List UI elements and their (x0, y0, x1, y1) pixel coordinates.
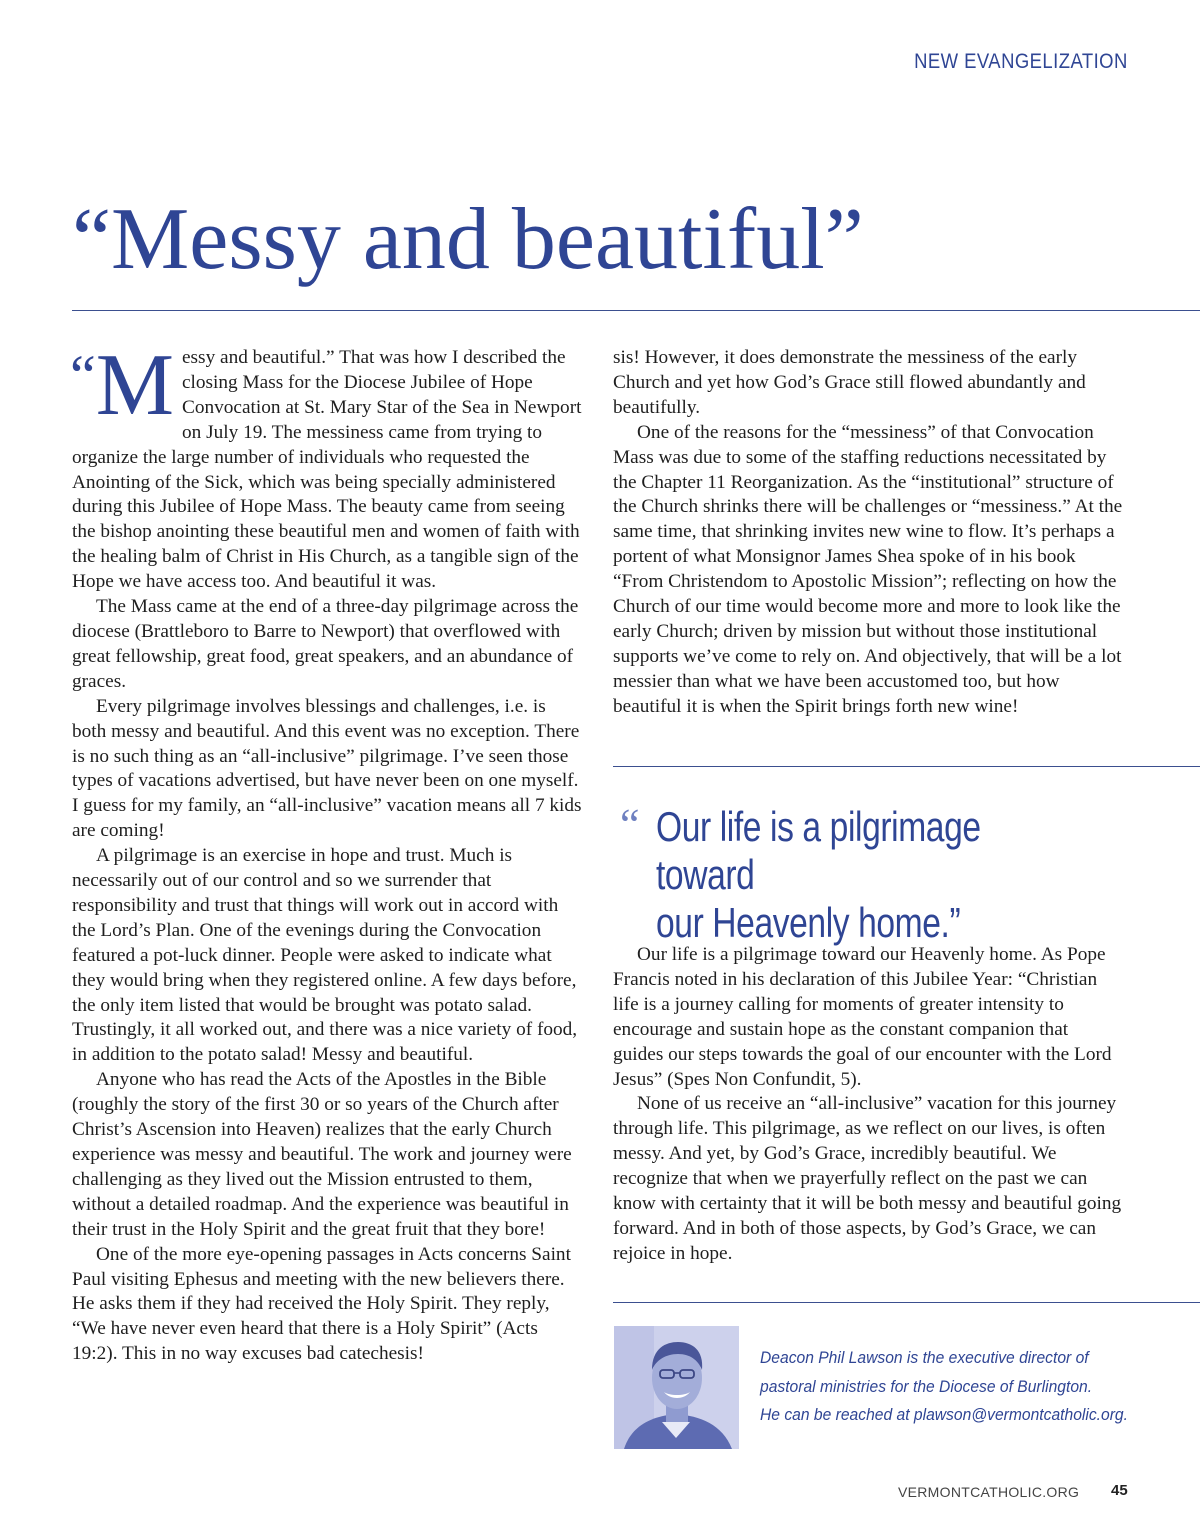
drop-cap-letter: M (95, 337, 174, 434)
article-title: “Messy and beautiful” (72, 191, 864, 288)
footer-website: VERMONTCATHOLIC.ORG (898, 1484, 1080, 1500)
article-paragraph: sis! However, it does demonstrate the messiness of the early Church and yet how God’s Grace still flowed abundantly and beautifully. (613, 347, 1086, 418)
bio-line: pastoral ministries for the Diocese of Burlington. (760, 1376, 1093, 1396)
article-paragraph: One of the reasons for the “messiness” of that Convocation Mass was due to some of the staffing reductions necessitated by the Chapter 11 Reorganization. As the “institutional” structure of the Church shrinks there will be challenges or “messiness.” At the same time, that shrinking invites new wine to flow. It’s perhaps a portent of what Monsignor James Shea spoke of in his book “From Christendom to Apostolic Mission”; reflecting on how the Church of our time would become more and more to look like the early Church; driven by mission but without those institutional supports we’ve come to rely on. And objectively, that will be a lot messier than what we have been accustomed too, but how beautiful it is when the Spirit brings forth new wine! (613, 421, 1123, 717)
article-paragraph: One of the more eye-opening passages in Acts concerns Saint Paul visiting Ephesus and meeting with the new believers there. He asks them if they had received the Holy Spirit. They reply, “We have never even heard that there is a Holy Spirit” (Acts 19:2). This in no way excuses bad catechesis! (72, 1243, 571, 1365)
article-paragraph (70, 337, 584, 595)
pull-quote-text (656, 803, 1088, 947)
title-divider (72, 310, 1200, 311)
bio-line: He can be reached at plawson@vermontcatholic.org. (760, 1405, 1128, 1424)
article-paragraph: A pilgrimage is an exercise in hope and trust. Much is necessarily out of our control and so we surrender that responsibility and trust that things will work out in accord with the Lord’s Plan. One of the evenings during the Convocation featured a pot-luck dinner. People were asked to indicate what they would bring when they registered online. A few days before, the only item listed that would be brought was potato salad. Trustingly, it all worked out, and there was a nice variety of food, in addition to the potato salad! Messy and beautiful. (72, 845, 578, 1066)
drop-cap-quote: “ (70, 343, 96, 408)
article-paragraph: The Mass came at the end of a three-day pilgrimage across the diocese (Brattleboro to Barre to Newport) that overflowed with great fellowship, great food, great speakers, and an abundance of graces. (72, 596, 579, 692)
article-column-right-top (613, 346, 1123, 720)
article-paragraph: Anyone who has read the Acts of the Apostles in the Bible (roughly the story of the first 30 or so years of the Church after Christ’s Ascension into Heaven) realizes that the early Church experience was messy and beautiful. The work and journey were challenging as they lived out the Mission entrusted to them, without a detailed roadmap. And the experience was beautiful in their trust in the Holy Spirit and the great fruit that they bore! (72, 1069, 572, 1240)
pull-quote-line: our Heavenly home.” (656, 899, 961, 946)
page-number: 45 (1111, 1482, 1128, 1499)
article-column-right-bottom (613, 943, 1123, 1267)
bio-divider (613, 1302, 1200, 1303)
article-paragraph: Our life is a pilgrimage toward our Heavenly home. As Pope Francis noted in his declaration of this Jubilee Year: “Christian life is a journey calling for moments of greater intensity to encourage and sustain hope as the constant companion that guides our steps towards the goal of our encounter with the Lord Jesus” (Spes Non Confundit, 5). (613, 944, 1112, 1090)
pull-quote-divider (613, 766, 1200, 767)
pull-quote-line: Our life is a pilgrimage toward (656, 803, 981, 898)
author-bio (760, 1344, 1146, 1430)
paragraph-text: essy and beautiful.” That was how I described the closing Mass for the Diocese Jubilee of Hope Convocation at St. Mary Star of the Sea in Newport on July 19. The messiness came from trying to organize the large number of individuals who requested the Anointing of the Sick, which was being specially administered during this Jubilee of Hope Mass. The beauty came from seeing the bishop anointing these beautiful men and women of faith with the healing balm of Christ in His Church, as a tangible sign of the Hope we have access too. And beautiful it was. (72, 347, 582, 593)
bio-line: Deacon Phil Lawson is the executive director of (760, 1348, 1089, 1367)
article-paragraph: None of us receive an “all-inclusive” vacation for this journey through life. This pilgrimage, as we reflect on our lives, is often messy. And yet, by God’s Grace, incredibly beautiful. We recognize that when we prayerfully reflect on the past we can know with certainty that it will be both messy and beautiful going forward. And in both of those aspects, by God’s Grace, we can rejoice in hope. (613, 1093, 1122, 1264)
quote-mark-icon: “ (620, 800, 640, 849)
drop-cap (70, 337, 174, 434)
section-label: NEW EVANGELIZATION (914, 50, 1128, 73)
author-photo (614, 1326, 739, 1449)
article-paragraph: Every pilgrimage involves blessings and challenges, i.e. is both messy and beautiful. And this event was no exception. There is no such thing as an “all-inclusive” pilgrimage. I’ve seen those types of vacations advertised, but have never been on one myself. I guess for my family, an “all-inclusive” vacation means all 7 kids are coming! (72, 695, 582, 842)
article-column-left (70, 337, 584, 1367)
